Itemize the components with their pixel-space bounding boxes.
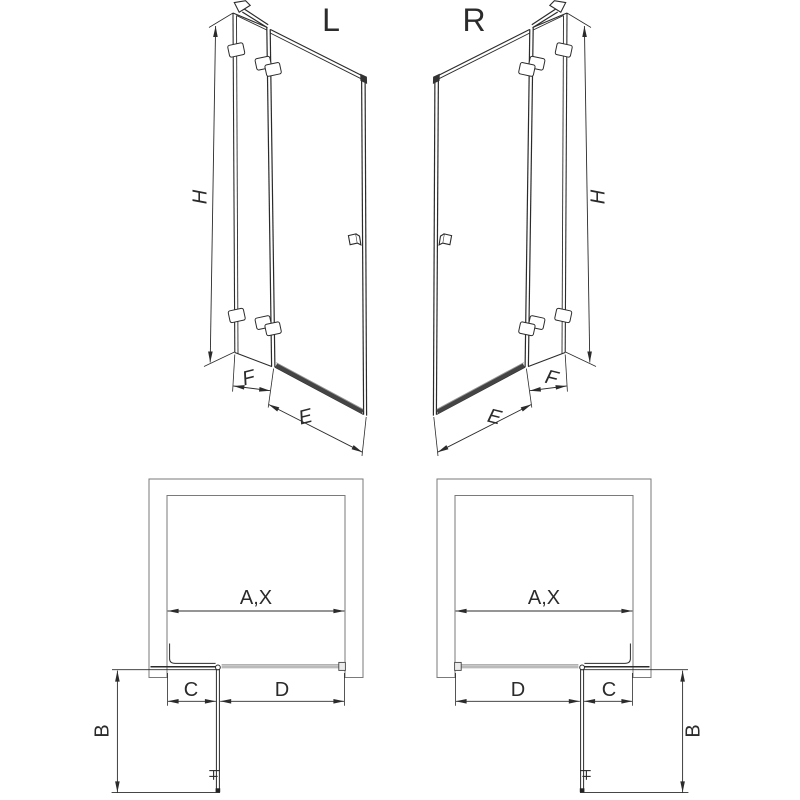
dim-label-d-left: D [274,679,290,701]
wall-right-plan [437,479,651,678]
dim-label-fixed-width-left: F [239,366,258,391]
dim-label-fixed-width-right: F [542,366,561,391]
variant-label-left: L [322,2,340,38]
plan-view-right [455,611,689,793]
variant-label-right: R [462,2,486,38]
dim-label-c-right: C [601,679,617,701]
dim-label-door-width-right: E [485,404,504,430]
dim-label-door-width-left: E [296,404,315,430]
dim-label-b-left: B [91,724,114,738]
dim-label-opening-width-right: A,X [527,587,561,609]
dim-label-b-right: B [682,724,705,738]
wall-left-plan [149,479,363,678]
perspective-drawing-left [204,1,367,456]
dim-label-c-left: C [183,679,199,701]
dim-label-height-right: H [587,189,610,205]
dim-label-opening-width-left: A,X [239,587,273,609]
plan-view-left [112,611,346,793]
dim-label-height-left: H [189,189,212,205]
dim-label-d-right: D [510,679,526,701]
perspective-drawing-right [433,1,596,456]
